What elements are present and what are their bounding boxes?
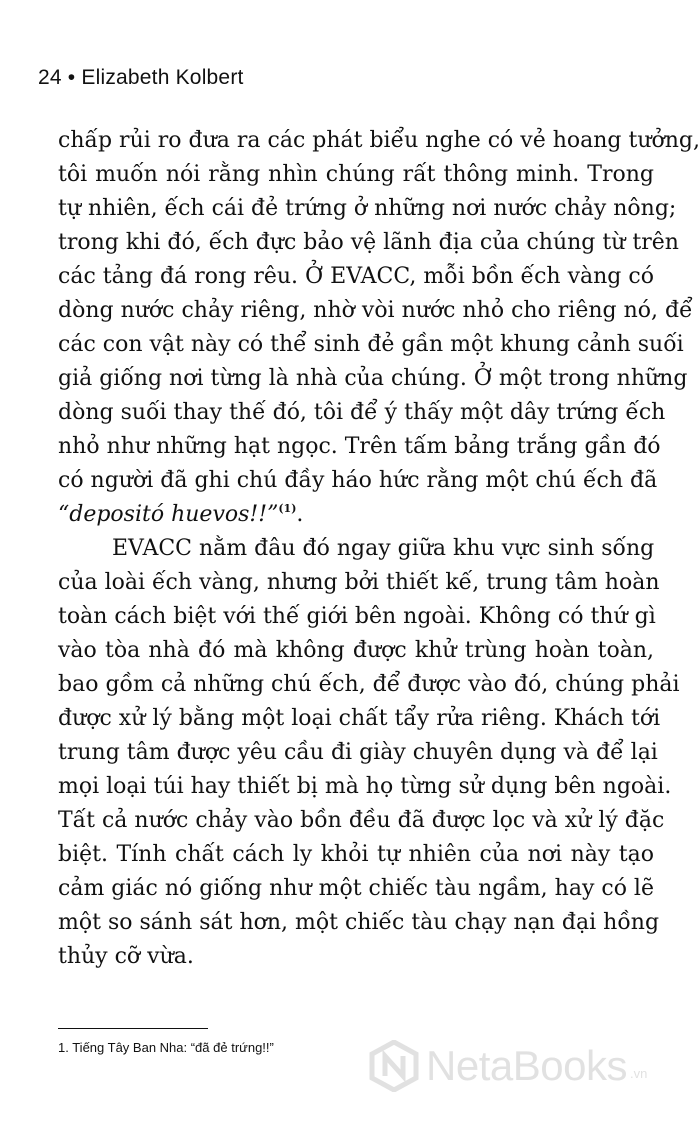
text-line: chấp rủi ro đưa ra các phát biểu nghe có vẻ hoang tưởng, [58, 128, 700, 153]
text-line: các tảng đá rong rêu. Ở EVACC, mỗi bồn ếch vàng có [58, 264, 654, 289]
text-line: được xử lý bằng một loại chất tẩy rửa riêng. Khách tới [58, 706, 661, 731]
text-line: thủy cỡ vừa. [58, 944, 194, 969]
text-line: bao gồm cả những chú ếch, để được vào đó, chúng phải [58, 672, 680, 697]
footnote-rule [58, 1028, 208, 1029]
text-line: giả giống nơi từng là nhà của chúng. Ở một trong những [58, 366, 688, 391]
text-line: mọi loại túi hay thiết bị mà họ từng sử dụng bên ngoài. [58, 774, 672, 799]
text-line: toàn cách biệt với thế giới bên ngoài. Không có thứ gì [58, 604, 656, 629]
text-line: dòng suối thay thế đó, tôi để ý thấy một dây trứng ếch [58, 400, 666, 425]
text-line: trong khi đó, ếch đực bảo vệ lãnh địa của chúng từ trên [58, 230, 679, 255]
text-line: tự nhiên, ếch cái đẻ trứng ở những nơi nước chảy nông; [58, 196, 677, 221]
watermark [368, 1040, 647, 1092]
text-line: cảm giác nó giống như một chiếc tàu ngầm, hay có lẽ [58, 876, 654, 901]
spanish-quote: depositó huevos!! [69, 502, 268, 527]
body-text [58, 124, 700, 974]
watermark-brand: NetaBooks [426, 1042, 627, 1089]
text-line: Tất cả nước chảy vào bồn đều đã được lọc và xử lý đặc [58, 808, 665, 833]
netabooks-logo-icon [368, 1040, 420, 1092]
paragraph-start-line: EVACC nằm đâu đó ngay giữa khu vực sinh sống [112, 536, 655, 561]
footnote: 1. Tiếng Tây Ban Nha: “đã đẻ trứng!!” [58, 1040, 274, 1055]
watermark-suffix: .vn [629, 1065, 648, 1081]
text-line: của loài ếch vàng, nhưng bởi thiết kế, trung tâm hoàn [58, 570, 660, 595]
quote-close: ” [267, 502, 279, 527]
text-line: có người đã ghi chú đầy háo hức rằng một chú ếch đã [58, 468, 658, 493]
text-line: tôi muốn nói rằng nhìn chúng rất thông minh. Trong [58, 162, 654, 187]
quote-line [58, 498, 654, 532]
text-line: trung tâm được yêu cầu đi giày chuyên dụng và để lại [58, 740, 658, 765]
footnote-marker: (1) [278, 502, 297, 515]
text-line: một so sánh sát hơn, một chiếc tàu chạy nạn đại hồng [58, 910, 660, 935]
running-head: 24 • Elizabeth Kolbert [38, 66, 244, 89]
text-line: biệt. Tính chất cách ly khỏi tự nhiên của nơi này tạo [58, 842, 654, 867]
text-line: nhỏ như những hạt ngọc. Trên tấm bảng trắng gần đó [58, 434, 661, 459]
text-line: các con vật này có thể sinh đẻ gần một khung cảnh suối [58, 332, 684, 357]
text-line: vào tòa nhà đó mà không được khử trùng hoàn toàn, [58, 638, 654, 663]
text-line: dòng nước chảy riêng, nhờ vòi nước nhỏ cho riêng nó, để [58, 298, 693, 323]
quote-open: “ [58, 502, 70, 527]
quote-end: . [296, 502, 304, 527]
